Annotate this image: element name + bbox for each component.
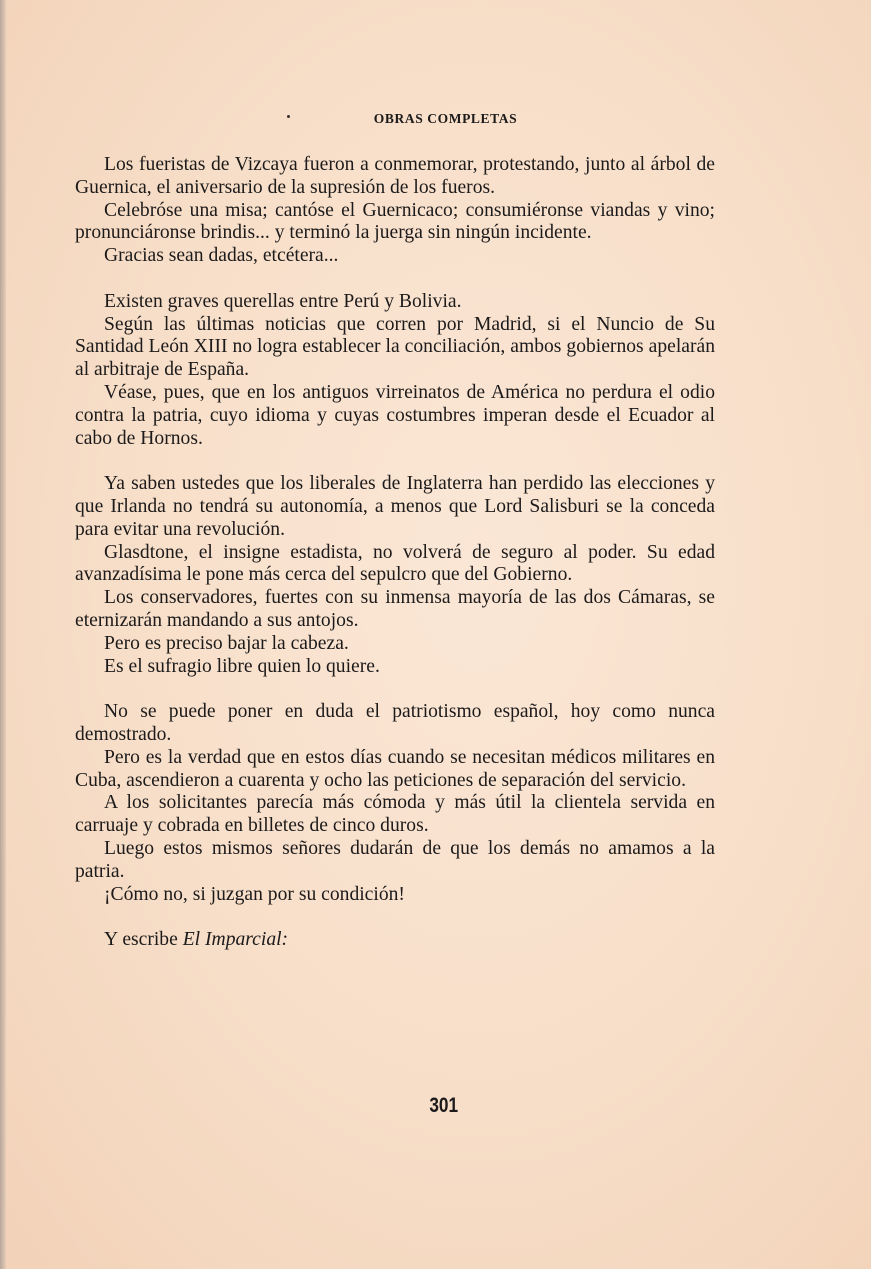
paragraph: ¡Cómo no, si juzgan por su condición! (104, 883, 405, 905)
paragraph: Según las últimas noticias que corren por Madrid, si el Nuncio de Su Santidad León XIII no logra establecer la conciliación, ambos gobiernos apelarán al arbitraje de España. (75, 313, 715, 381)
paragraph: Pero es preciso bajar la cabeza. (104, 632, 349, 654)
paragraph: Los conservadores, fuertes con su inmensa mayoría de las dos Cámaras, se eternizarán mandando a sus antojos. (75, 587, 715, 631)
paragraph: A los solicitantes parecía más cómoda y más útil la clientela servida en carruaje y cobrada en billetes de cinco duros. (75, 792, 715, 837)
paragraph: Celebróse una misa; cantóse el Guernicaco; consumiéronse viandas y vino; pronunciáronse brindis... y terminó la juerga sin ningún incidente. (75, 199, 715, 244)
paragraph: Es el sufragio libre quien lo quiere. (104, 655, 380, 677)
page-left-edge (0, 0, 6, 1269)
paragraph: Luego estos mismos señores dudarán de que los demás no amamos a la patria. (75, 837, 715, 882)
page-number: 301 (429, 1094, 459, 1117)
closing-lead: Y escribe (104, 929, 183, 951)
paragraph: Los fueristas de Vizcaya fueron a conmemorar, protestando, junto al árbol de Guernica, el aniversario de la supresión de los fueros. (75, 154, 715, 198)
paragraph: Pero es la verdad que en estos días cuando se necesitan médicos militares en Cuba, ascendieron a cuarenta y ocho las peticiones de separación del servicio. (75, 746, 715, 791)
paragraph: Gracias sean dadas, etcétera... (104, 245, 339, 267)
paragraph: Glasdtone, el insigne estadista, no volverá de seguro al poder. Su edad avanzadísima le pone más cerca del sepulcro que del Gobierno. (75, 541, 715, 586)
body-text (75, 154, 715, 952)
running-title: OBRAS COMPLETAS (373, 111, 518, 126)
paragraph: Véase, pues, que en los antiguos virreinatos de América no perdura el odio contra la patria, cuyo idioma y cuyas costumbres imperan desde el Ecuador al cabo de Hornos. (75, 381, 715, 449)
paragraph: Existen graves querellas entre Perú y Bolivia. (104, 290, 462, 312)
newspaper-title: El Imparcial: (182, 929, 289, 951)
paragraph: No se puede poner en duda el patriotismo español, hoy como nunca demostrado. (75, 701, 715, 745)
closing-line (75, 929, 715, 952)
paragraph: Ya saben ustedes que los liberales de Inglaterra han perdido las elecciones y que Irlanda no tendrá su autonomía, a menos que Lord Salisburi se la conceda para evitar una revolución. (75, 473, 715, 540)
